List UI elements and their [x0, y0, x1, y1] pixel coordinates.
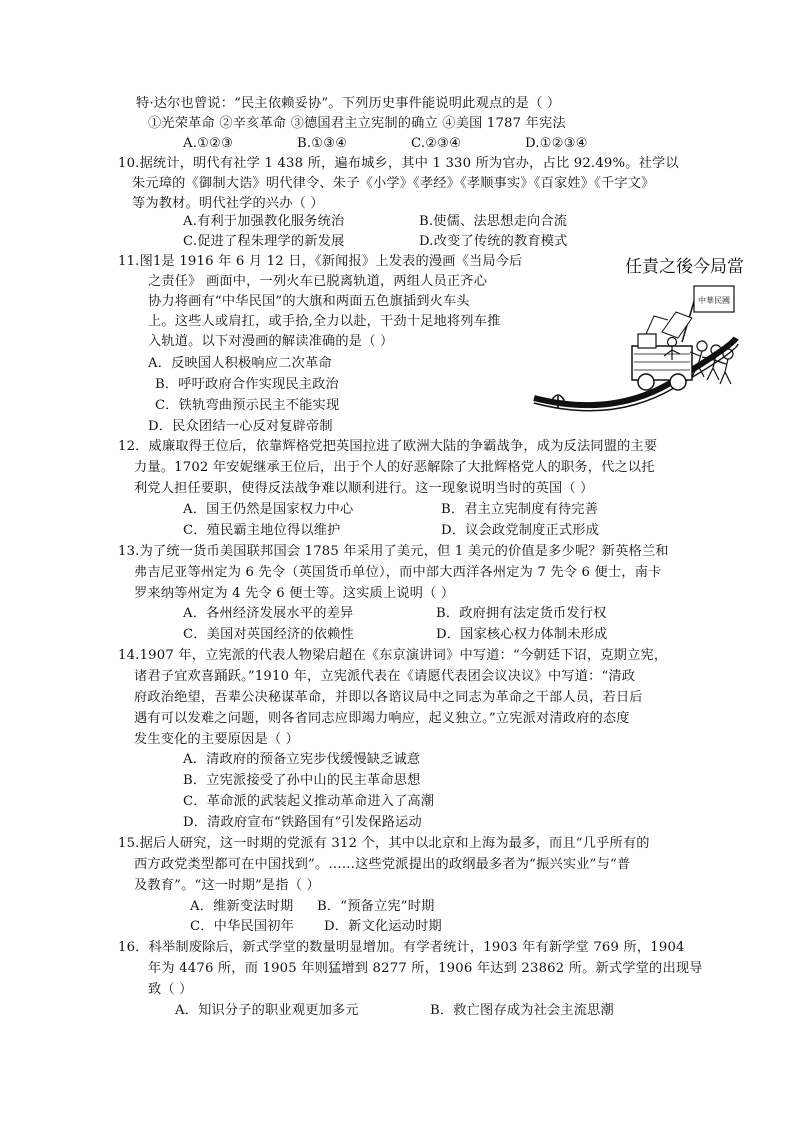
q10-stem-line3: 等为教材。明代社学的兴办（ ）	[132, 196, 324, 211]
q11-option-d: D．民众团结一心反对复辟帝制	[148, 419, 333, 434]
q13-stem-line2: 弗吉尼亚等州定为 6 先令（英国货币单位），而中部大西洋各州定为 7 先令 6 便士，南卡	[134, 565, 662, 580]
q13-option-b: B．政府拥有法定货币发行权	[436, 606, 607, 621]
q10-option-a: A.有利于加强教化服务统治	[183, 214, 345, 229]
q13-option-d: D．国家核心权力体制未形成	[436, 627, 608, 642]
q14-option-c: C．革命派的武装起义推动革命进入了高潮	[183, 794, 435, 809]
q9-option-b: B.①③④	[297, 136, 348, 151]
q15-stem-line3: 及教育”。“这一时期”是指（ ）	[134, 878, 320, 893]
q12-option-d: D．议会政党制度正式形成	[441, 523, 600, 538]
q16-stem-line1: 16．科举制废除后，新式学堂的数量明显增加。有学者统计，1903 年有新学堂 769 所，1904	[118, 940, 685, 955]
q11-option-b: B．呼吁政府合作实现民主政治	[155, 377, 339, 392]
q14-stem-line2: 诸君子宜欢喜踊跃。”1910 年，立宪派代表在《请愿代表团会议决议》中写道：“清政	[134, 669, 636, 684]
q12-option-b: B．君主立宪制度有待完善	[441, 502, 599, 517]
q15-option-a: A．维新变法时期	[190, 899, 294, 914]
q12-stem-line2: 力量。1702 年安妮继承王位后，出于个人的好恶解除了大批辉格党人的职务，代之以托	[134, 460, 655, 475]
q11-option-a: A．反映国人积极响应二次革命	[148, 356, 332, 371]
q14-option-b: B．立宪派接受了孙中山的民主革命思想	[183, 773, 421, 788]
q14-option-d: D．清政府宣布“铁路国有”引发保路运动	[183, 815, 422, 830]
q13-stem-line3: 罗来纳等州定为 4 先令 6 便士等。这实质上说明（ ）	[134, 586, 455, 601]
q13-option-c: C．美国对英国经济的依赖性	[183, 627, 354, 642]
q15-option-d: D．新文化运动时期	[324, 919, 442, 934]
q12-stem-line3: 利党人担任要职，使得反法战争难以顺利进行。这一现象说明当时的英国（ ）	[134, 481, 594, 496]
q9-stem: 特·达尔也曾说：“民主依赖妥协”。下列历史事件能说明此观点的是（ ）	[136, 96, 561, 111]
q12-option-c: C．殖民霸主地位得以维护	[183, 523, 341, 538]
q12-option-a: A．国王仍然是国家权力中心	[183, 502, 354, 517]
q10-option-c: C.促进了程朱理学的新发展	[183, 234, 345, 249]
q16-option-b: B．救亡图存成为社会主流思潮	[430, 1003, 614, 1018]
q9-option-c: C.②③④	[411, 136, 462, 151]
q16-option-a: A．知识分子的职业观更加多元	[175, 1003, 359, 1018]
q12-stem-line1: 12．威廉取得王位后，依靠辉格党把英国拉进了欧洲大陆的争霸战争，成为反法同盟的主要	[118, 439, 658, 454]
q9-option-a: A.①②③	[183, 136, 234, 151]
q14-stem-line1: 14.1907 年，立宪派的代表人物梁启超在《东京演讲词》中写道：“今朝廷下诏，克期立宪，	[118, 648, 668, 663]
q11-stem-line4: 上。这些人或肩扛，或手拾,全力以赴，干劲十足地将列车推	[148, 314, 501, 329]
q11-stem-line3: 协力将画有“中华民国”的大旗和两面五色旗插到火车头	[148, 294, 470, 309]
q11-stem-line2: 之责任》 画面中，一列火车已脱离轨道，两组人员正齐心	[148, 274, 488, 289]
q13-stem-line1: 13.为了统一货币美国联邦国会 1785 年采用了美元，但 1 美元的价值是多少呢？新英格兰和	[118, 544, 669, 559]
q14-stem-line3: 府政治绝望，吾辈公决秘谋革命，并即以各谘议局中之同志为革命之干部人员，若日后	[134, 690, 643, 705]
q15-option-c: C．中华民国初年	[190, 919, 295, 934]
cartoon-title: 任責之後今局當	[625, 257, 744, 277]
q11-stem-line5: 入轨道。以下对漫画的解读准确的是（ ）	[148, 334, 394, 349]
q11-stem-line1: 11.图1是 1916 年 6 月 12 日，《新闻报》上发表的漫画《当局今后	[118, 254, 523, 269]
republic-flag-drawing	[694, 286, 734, 312]
q10-option-b: B.使儒、法思想走向合流	[419, 214, 568, 229]
q14-stem-line5: 发生变化的主要原因是（ ）	[134, 732, 300, 747]
q11-option-c: C．铁轨弯曲预示民主不能实现	[155, 398, 340, 413]
q15-stem-line1: 15.据后人研究，这一时期的党派有 312 个，其中以北京和上海为最多，而且“几乎所有的	[118, 836, 650, 851]
q14-option-a: A．清政府的预备立宪步伐缓慢缺乏诚意	[183, 752, 421, 767]
q9-items: ①光荣革命 ②辛亥革命 ③德国君主立宪制的确立 ④美国 1787 年宪法	[148, 116, 566, 131]
q15-stem-line2: 西方政党类型都可在中国找到”。……这些党派提出的政纲最多者为“振兴实业”与“普	[134, 857, 631, 872]
cartoon-flag-label: 中華民國	[698, 296, 730, 305]
q14-stem-line4: 遇有可以发难之问题，则各省同志应即竭力响应，起义独立。”立宪派对清政府的态度	[134, 711, 630, 726]
q15-option-b: B．“预备立宪”时期	[317, 899, 435, 914]
q10-stem-line2: 朱元璋的《御制大诰》明代律令、朱子《小学》《孝经》《孝顺事实》《百家姓》《千字文》	[132, 176, 655, 191]
q10-option-d: D.改变了传统的教育模式	[419, 234, 568, 249]
q16-stem-line2: 年为 4476 所，而 1905 年则猛增到 8277 所，1906 年达到 23862 所。新式学堂的出现导	[148, 961, 703, 976]
q13-option-a: A．各州经济发展水平的差异	[183, 606, 354, 621]
q9-option-d: D.①②③④	[525, 136, 588, 151]
q10-stem-line1: 10.据统计，明代有社学 1 438 所，遍布城乡，其中 1 330 所为官办，占比 92.49%。社学以	[118, 156, 679, 171]
locomotive-drawing	[632, 334, 692, 390]
q16-stem-line3: 致（ ）	[148, 982, 193, 997]
cartoon-illustration	[522, 250, 748, 418]
